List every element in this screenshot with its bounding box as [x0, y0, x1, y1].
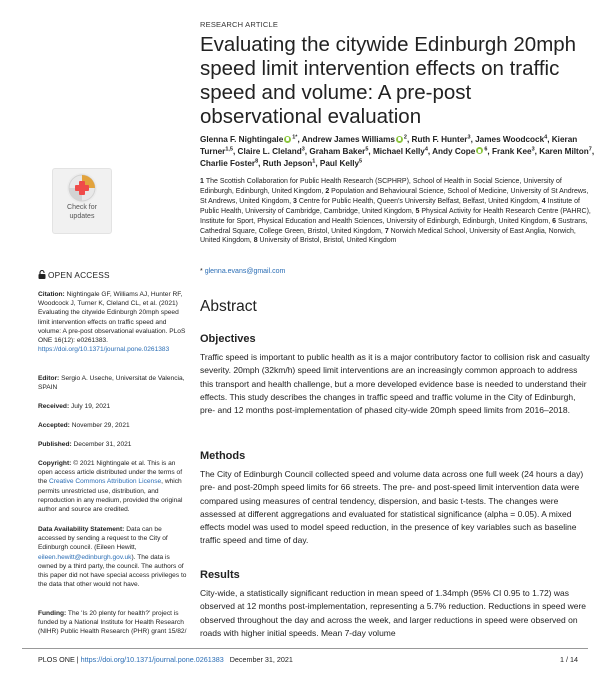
crossmark-icon: [67, 173, 97, 203]
published-date: December 31, 2021: [73, 441, 132, 448]
check-for-updates-badge[interactable]: [52, 168, 112, 234]
open-lock-icon: [38, 270, 46, 279]
footer-divider: [22, 648, 588, 649]
author-name: Andy Cope: [432, 146, 476, 156]
objectives-heading: Objectives: [200, 333, 256, 345]
published-block: [38, 440, 188, 449]
affiliation-number: 5: [415, 207, 422, 215]
author-name: Charlie Foster: [200, 158, 256, 168]
editor-text: Sergio A. Useche, Universitat de Valencia, SPAIN: [38, 375, 185, 392]
article-title: Evaluating the citywide Edinburgh 20mph speed limit intervention effects on traffic speed and volume: A pre-post observational evaluation: [200, 33, 577, 128]
das-label: Data Availability Statement:: [38, 526, 125, 533]
author-name: Ruth Jepson: [262, 158, 313, 168]
citation-label: Citation:: [38, 291, 65, 298]
affiliation-text: The Scottish Collaboration for Public Health Research (SCPHRP), School of Health in Social Science, University of Edinburgh, Edinburgh, United Kingdom,: [200, 178, 562, 195]
author-name: Paul Kelly: [319, 158, 360, 168]
author-separator: ,: [591, 146, 595, 156]
funding-label: Funding:: [38, 610, 67, 617]
affiliation-number: 8: [253, 237, 260, 245]
email-link[interactable]: glenna.evans@gmail.com: [204, 268, 286, 275]
author-separator: ,: [406, 135, 412, 144]
affiliation-number: 1: [200, 178, 206, 185]
affiliation-text: Population and Behavioural Science, School of Medicine, University of St Andrews, St Andrews, United Kingdom,: [200, 187, 589, 205]
footer-sep: |: [74, 655, 81, 664]
footer-journal: PLOS ONE: [38, 655, 75, 664]
citation-text: Nightingale GF, Williams AJ, Hunter RF, Woodcock J, Turner K, Cleland CL, et al. (2021) Evaluating the citywide Edinburgh 20mph speed limit intervention effects on traffic speed and volume: A pre-post observational evaluation. PLoS ONE 16(12): e0261383.: [38, 291, 186, 345]
copyright-label: Copyright:: [38, 460, 72, 467]
author-list: [200, 134, 595, 169]
author-affiliation-sup: 3: [301, 146, 305, 153]
author-affiliation-sup: 1,5: [225, 146, 233, 153]
affiliation-number: 4: [541, 197, 548, 205]
citation-block: [38, 290, 188, 354]
editor-label: Editor:: [38, 375, 60, 382]
footer-doi-link[interactable]: https://doi.org/10.1371/journal.pone.0261383: [80, 655, 224, 664]
methods-heading: Methods: [200, 450, 246, 462]
author-affiliation-sup: 2: [403, 134, 407, 141]
results-text: City-wide, a statistically significant reduction in mean speed of 1.34mph (95% CI 0.95 to 1.72) was observed at 12 months post-implementation, representing a 5.7% reduction. Reductions in speed were observed throughout the day and across the week, and larger reductions in speed were observed on roads with higher initial speeds. Mean 7-day volume: [200, 588, 587, 638]
affiliation-text: University of Bristol, Bristol, United Kingdom: [259, 237, 397, 245]
author-name: Graham Baker: [309, 146, 366, 156]
affiliations: [200, 177, 595, 246]
copyright-block: [38, 459, 188, 514]
author-separator: ,: [304, 146, 310, 156]
affiliation-number: 3: [293, 197, 299, 205]
author-separator: ,: [470, 135, 476, 144]
received-block: [38, 402, 188, 411]
copyright-text-1: © 2021 Nightingale et al. This is an open access article distributed under the terms of the: [38, 460, 183, 486]
citation-doi-link[interactable]: https://doi.org/10.1371/journal.pone.0261383: [38, 346, 170, 354]
author-name: Kieran Turner: [200, 135, 578, 156]
published-label: Published:: [38, 441, 72, 448]
funding-block: [38, 609, 188, 637]
author-affiliation-sup: 7: [588, 146, 592, 153]
copyright-text-2: , which permits unrestricted use, distribution, and reproduction in any medium, provided the original author and source are credited.: [38, 478, 183, 514]
methods-text: The City of Edinburgh Council collected speed and volume data across one full week (24 hours a day) pre- and post-20mph speed limits for 66 streets. The pre- and post-speed limit intervention data were compared using measures of central tendency, dispersion, and basic t-tests. The changes were assessed at different aggregations and evaluated for statistical significance (alpha = 0.05). A mixed effects model was used to model speed reduction, in the presence of key variables such as baseline traffic speed and time of day.: [200, 469, 584, 546]
orcid-icon[interactable]: [284, 136, 291, 143]
objectives-text: Traffic speed is important to public health as it is a major contributory factor to collision risk and casualty severity. 20mph (32km/h) speed limit interventions are an increasingly common approach to address this transport and health challenge, but a more developed evidence base is needed to understand their effects. This study describes the changes in traffic speed and traffic volume in the City of Edinburgh, pre- and 12 months post-implementation of phased city-wide 20mph speed limits from 2016–2018.: [200, 352, 590, 416]
cc-license-link[interactable]: Creative Commons Attribution License: [49, 478, 162, 486]
footer: [38, 655, 293, 664]
author-affiliation-sup: 3: [531, 146, 535, 153]
accepted-label: Accepted:: [38, 422, 70, 429]
data-availability-block: [38, 525, 188, 589]
author-separator: ,: [487, 146, 492, 156]
open-access-label: [38, 270, 110, 280]
author-affiliation-sup: 5: [359, 157, 363, 164]
orcid-icon[interactable]: [396, 136, 403, 143]
author-affiliation-sup: 4: [544, 134, 548, 141]
author-separator: ,: [368, 146, 373, 156]
author-separator: ,: [427, 146, 433, 156]
orcid-icon[interactable]: [476, 147, 483, 154]
author-name: James Woodcock: [475, 135, 545, 144]
author-separator: ,: [297, 135, 302, 144]
corresponding-star: *: [200, 268, 203, 275]
editor-block: [38, 374, 188, 392]
author-name: Ruth F. Hunter: [411, 135, 468, 144]
received-date: July 19, 2021: [71, 403, 111, 410]
corresponding-email: [200, 268, 285, 275]
das-email-link[interactable]: eileen.hewitt@edinburgh.gov.uk: [38, 553, 132, 561]
accepted-date: November 29, 2021: [71, 422, 130, 429]
author-name: Andrew James Williams: [301, 135, 395, 144]
affiliation-text: Physical Activity for Health Research Centre (PAHRC), Institute for Sport, Physical Education and Health Sciences, University of Edinburgh, Edinburgh, United Kingdom,: [200, 207, 591, 225]
author-separator: ,: [315, 158, 320, 168]
author-affiliation-sup: 5: [365, 146, 369, 153]
affiliation-text: Sustrans, Cathedral Square, College Green, Bristol, United Kingdom,: [200, 217, 588, 235]
author-name: Frank Kee: [491, 146, 532, 156]
author-name: Karen Milton: [539, 146, 589, 156]
article-type: RESEARCH ARTICLE: [200, 20, 279, 29]
author-affiliation-sup: 3: [467, 134, 471, 141]
das-text-2: ). The data is owned by a third party, the council. The authors of this paper did not have special access privileges to the data that other would not have.: [38, 553, 187, 589]
results-heading: Results: [200, 569, 240, 581]
funding-text: The 'Is 20 plenty for health?' project is funded by a National Institute for Health Research (NIHR) Public Health Research (PHR) grant 15/82/: [38, 610, 187, 636]
author-affiliation-sup: 8: [255, 157, 259, 164]
author-name: Michael Kelly: [372, 146, 425, 156]
affiliation-text: Institute of Public Health, University of Cambridge, Cambridge, United Kingdom,: [200, 197, 580, 215]
accepted-block: [38, 421, 188, 430]
author-affiliation-sup: 1*: [292, 134, 298, 141]
check-label-1: Check for: [67, 204, 97, 211]
author-separator: ,: [232, 146, 238, 156]
author-separator: ,: [534, 146, 540, 156]
received-label: Received:: [38, 403, 70, 410]
author-separator: ,: [258, 158, 263, 168]
open-access-text: OPEN ACCESS: [48, 270, 110, 280]
footer-date: December 31, 2021: [229, 655, 293, 664]
check-label-2: updates: [69, 213, 95, 220]
affiliation-number: 2: [325, 187, 332, 195]
author-affiliation-sup: 4: [424, 146, 428, 153]
author-affiliation-sup: 1: [312, 157, 316, 164]
das-text-1: Data can be accessed by sending a request to the City of Edinburgh council. (Eileen Hewitt,: [38, 526, 168, 552]
author-affiliation-sup: 6: [484, 146, 488, 153]
author-separator: ,: [547, 135, 552, 144]
affiliation-number: 7: [384, 227, 391, 235]
abstract-heading: Abstract: [200, 298, 257, 315]
author-name: Glenna F. Nightingale: [200, 135, 284, 144]
affiliation-text: Norwich Medical School, University of East Anglia, Norwich, United Kingdom,: [200, 227, 576, 245]
author-name: Claire L. Cleland: [237, 146, 302, 156]
affiliation-number: 6: [552, 217, 558, 225]
page-number: 1 / 14: [560, 655, 578, 664]
affiliation-text: Centre for Public Health, Queen's University Belfast, Belfast, United Kingdom,: [298, 197, 542, 205]
